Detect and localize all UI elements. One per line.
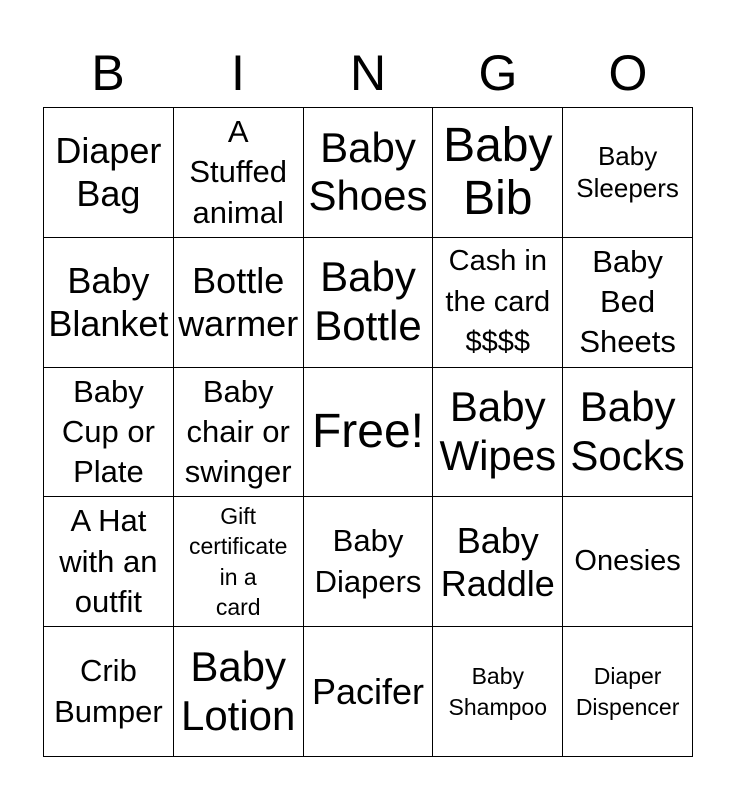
- cell-label: Diaper Bag: [55, 130, 162, 215]
- bingo-cell-r1-c1[interactable]: [44, 108, 174, 238]
- cell-label: Baby Bed Sheets: [579, 243, 676, 360]
- bingo-cell-r2-c4[interactable]: [433, 238, 563, 368]
- bingo-cell-r2-c3[interactable]: [304, 238, 434, 368]
- bingo-cell-r1-c3[interactable]: [304, 108, 434, 238]
- cell-label: Gift certificate in a card: [188, 502, 288, 621]
- header-letter-b: B: [91, 45, 125, 101]
- cell-label: Baby Raddle: [440, 519, 555, 604]
- bingo-cell-r3-c2[interactable]: [174, 368, 304, 498]
- cell-label: Baby Wipes: [439, 383, 557, 479]
- bingo-cell-r5-c3[interactable]: [304, 627, 434, 757]
- cell-label: Baby Socks: [570, 383, 685, 479]
- cell-label: Baby Blanket: [48, 260, 169, 345]
- bingo-cell-r4-c2[interactable]: [174, 497, 304, 627]
- cell-label: Baby chair or swinger: [184, 373, 292, 490]
- cell-label: Cash in the card $$$$: [445, 245, 551, 359]
- cell-label: Baby Diapers: [314, 523, 422, 599]
- bingo-cell-r1-c4[interactable]: [433, 108, 563, 238]
- cell-label: A Stuffed animal: [189, 113, 288, 230]
- cell-label: Onesies: [574, 545, 681, 578]
- header-letter-g: G: [478, 45, 518, 101]
- bingo-cell-r5-c5[interactable]: [563, 627, 693, 757]
- bingo-cell-r2-c1[interactable]: [44, 238, 174, 368]
- header-letter-i: I: [231, 45, 245, 101]
- bingo-cell-r3-c4[interactable]: [433, 368, 563, 498]
- bingo-cell-r1-c2[interactable]: [174, 108, 304, 238]
- cell-label: Pacifer: [311, 671, 425, 712]
- bingo-board: [43, 107, 693, 757]
- bingo-cell-r4-c1[interactable]: [44, 497, 174, 627]
- header-letter-o: O: [608, 45, 648, 101]
- cell-label: Baby Shampoo: [448, 663, 548, 720]
- bingo-cell-r5-c2[interactable]: [174, 627, 304, 757]
- bingo-header: [43, 40, 693, 106]
- cell-label: Crib Bumper: [54, 653, 163, 729]
- bingo-cell-r2-c2[interactable]: [174, 238, 304, 368]
- bingo-cell-r5-c1[interactable]: [44, 627, 174, 757]
- bingo-cell-r3-c1[interactable]: [44, 368, 174, 498]
- cell-label: Baby Bib: [443, 118, 553, 226]
- bingo-cell-r3-c5[interactable]: [563, 368, 693, 498]
- cell-label: Baby Cup or Plate: [61, 373, 155, 490]
- cell-label: A Hat with an outfit: [59, 503, 158, 619]
- cell-label: Free!: [311, 405, 424, 459]
- cell-label: Bottle warmer: [178, 260, 299, 345]
- cell-label: Baby Sleepers: [576, 140, 679, 204]
- cell-label: Baby Lotion: [180, 642, 296, 739]
- cell-label: Baby Shoes: [308, 123, 428, 220]
- bingo-cell-r3-c3[interactable]: [304, 368, 434, 498]
- header-letter-n: N: [349, 45, 387, 101]
- cell-label: Baby Bottle: [314, 253, 422, 350]
- bingo-cell-r4-c4[interactable]: [433, 497, 563, 627]
- bingo-cell-r4-c3[interactable]: [304, 497, 434, 627]
- cell-label: Diaper Dispencer: [575, 663, 680, 720]
- bingo-cell-r5-c4[interactable]: [433, 627, 563, 757]
- bingo-cell-r2-c5[interactable]: [563, 238, 693, 368]
- bingo-cell-r1-c5[interactable]: [563, 108, 693, 238]
- bingo-cell-r4-c5[interactable]: [563, 497, 693, 627]
